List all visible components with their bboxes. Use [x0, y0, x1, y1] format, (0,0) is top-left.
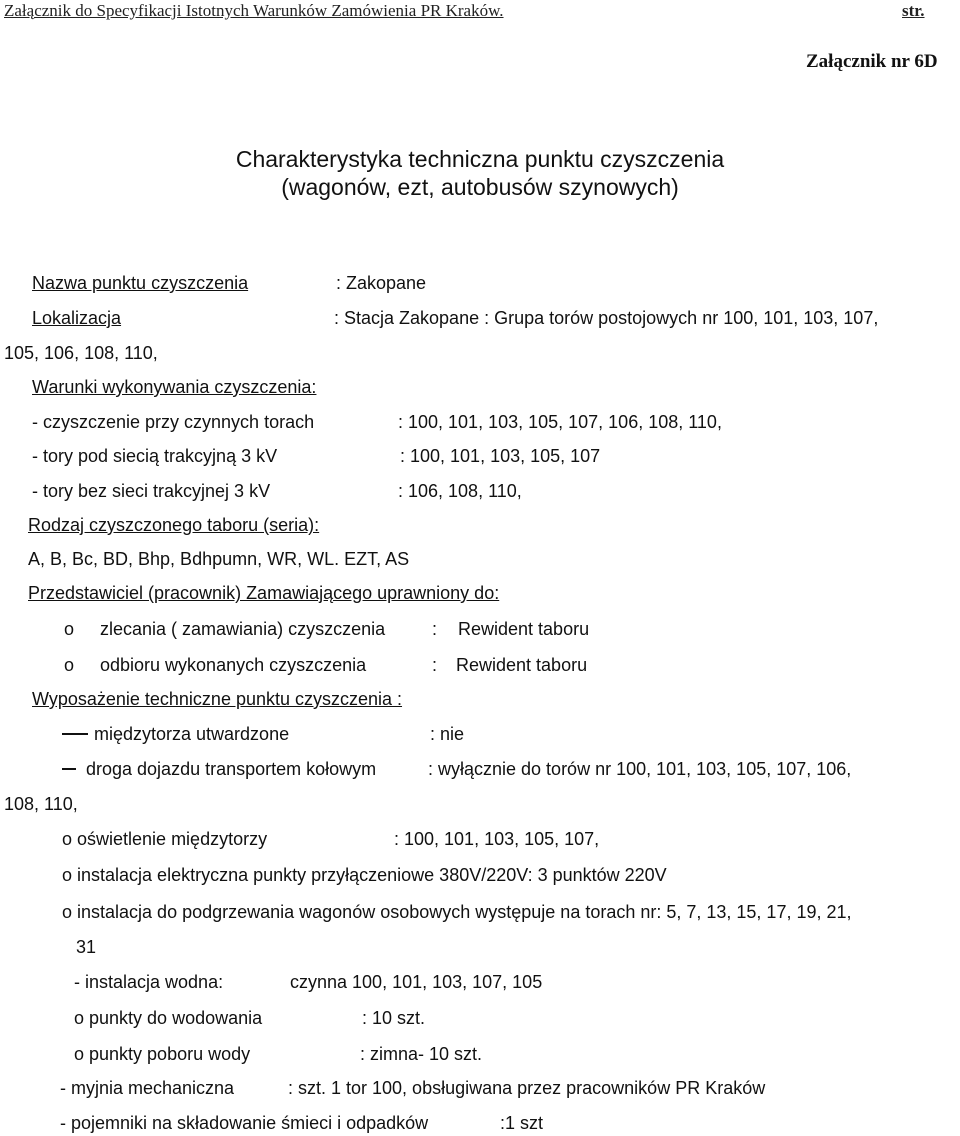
condition-label: - czyszczenie przy czynnych torach [32, 412, 315, 432]
equipment-value: : wyłącznie do torów nr 100, 101, 103, 105, 107, 106, [428, 759, 852, 779]
name-label: Nazwa punktu czyszczenia [32, 273, 249, 293]
equipment-label: - instalacja wodna: [74, 972, 224, 992]
equipment-label: o punkty poboru wody [74, 1044, 251, 1064]
location-value: : Stacja Zakopane : Grupa torów postojowych nr 100, 101, 103, 107, [334, 308, 879, 328]
condition-value: : 106, 108, 110, [398, 481, 522, 501]
equipment-continuation: 31 [76, 937, 97, 957]
representative-heading: Przedstawiciel (pracownik) Zamawiającego uprawniony do: [28, 583, 500, 603]
representative-item-value: Rewident taboru [458, 619, 590, 639]
attachment-number: Załącznik nr 6D [806, 51, 938, 72]
dash-marker [62, 768, 76, 770]
dash-marker [62, 733, 88, 735]
document-subtitle: (wagonów, ezt, autobusów szynowych) [281, 174, 679, 200]
representative-item-label: odbioru wykonanych czyszczenia [100, 655, 367, 675]
equipment-label: - myjnia mechaniczna [60, 1078, 235, 1098]
rolling-stock-heading: Rodzaj czyszczonego taboru (seria): [28, 515, 320, 535]
equipment-value: czynna 100, 101, 103, 107, 105 [290, 972, 543, 992]
equipment-value: : nie [430, 724, 465, 744]
condition-label: - tory bez sieci trakcyjnej 3 kV [32, 481, 271, 501]
condition-label: - tory pod siecią trakcyjną 3 kV [32, 446, 278, 466]
separator: : [432, 655, 438, 675]
equipment-value: : 10 szt. [362, 1008, 426, 1028]
rolling-stock-value: A, B, Bc, BD, Bhp, Bdhpumn, WR, WL. EZT, AS [28, 549, 410, 569]
equipment-value: :1 szt [500, 1113, 544, 1133]
document-title: Charakterystyka techniczna punktu czyszczenia [235, 146, 725, 172]
equipment-label: o punkty do wodowania [74, 1008, 263, 1028]
name-value: : Zakopane [336, 273, 427, 293]
equipment-label: międzytorza utwardzone [94, 724, 290, 744]
equipment-value: : zimna- 10 szt. [360, 1044, 483, 1064]
equipment-label: droga dojazdu transportem kołowym [86, 759, 377, 779]
location-label: Lokalizacja [32, 308, 122, 328]
bullet: o [64, 619, 75, 639]
equipment-line: o instalacja elektryczna punkty przyłączeniowe 380V/220V: 3 punktów 220V [62, 865, 667, 885]
bullet: o [64, 655, 75, 675]
representative-item-label: zlecania ( zamawiania) czyszczenia [100, 619, 386, 639]
condition-value: : 100, 101, 103, 105, 107 [400, 446, 601, 466]
equipment-label: - pojemniki na składowanie śmieci i odpadków [60, 1113, 429, 1133]
conditions-heading: Warunki wykonywania czyszczenia: [32, 377, 317, 397]
representative-item-value: Rewident taboru [456, 655, 588, 675]
equipment-value: : 100, 101, 103, 105, 107, [394, 829, 600, 849]
equipment-label: o oświetlenie międzytorzy [62, 829, 268, 849]
equipment-value: : szt. 1 tor 100, obsługiwana przez pracowników PR Kraków [288, 1078, 766, 1098]
equipment-line: o instalacja do podgrzewania wagonów osobowych występuje na torach nr: 5, 7, 13, 15, 17, 19, 21, [62, 902, 852, 922]
equipment-heading: Wyposażenie techniczne punktu czyszczenia : [32, 689, 403, 709]
separator: : [432, 619, 438, 639]
running-header: Załącznik do Specyfikacji Istotnych Warunków Zamówienia PR Kraków. [4, 1, 504, 20]
equipment-continuation: 108, 110, [4, 794, 78, 814]
page-label: str. [902, 1, 925, 20]
location-continuation: 105, 106, 108, 110, [4, 343, 158, 363]
condition-value: : 100, 101, 103, 105, 107, 106, 108, 110, [398, 412, 722, 432]
